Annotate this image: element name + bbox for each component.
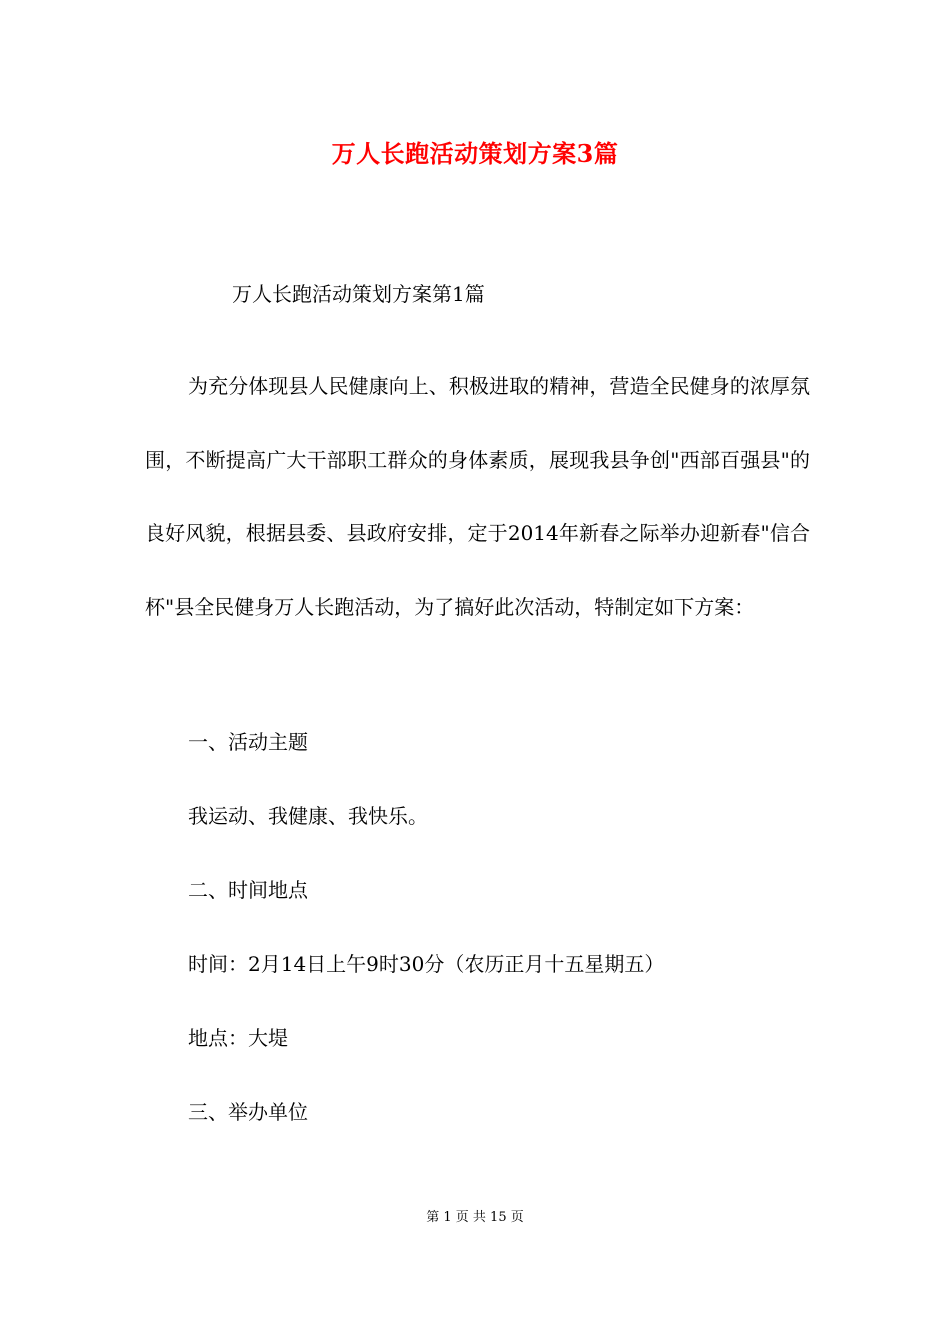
- time-line: 时间：2月14日上午9时30分（农历正月十五星期五）: [188, 952, 665, 976]
- section2-heading: 二、时间地点: [188, 878, 308, 902]
- page-footer: 第 1 页 共 15 页: [426, 1210, 524, 1225]
- place-line: 地点：大堤: [188, 1026, 288, 1050]
- section1-heading: 一、活动主题: [188, 730, 308, 754]
- document-title: 万人长跑活动策划方案3篇: [331, 139, 619, 168]
- document-subtitle: 万人长跑活动策划方案第1篇: [232, 282, 485, 306]
- section1-text: 我运动、我健康、我快乐。: [188, 804, 428, 828]
- section3-heading: 三、举办单位: [188, 1100, 308, 1124]
- intro-paragraph: 为充分体现县人民健康向上、积极进取的精神，营造全民健身的浓厚氛围，不断提高广大干部职工群众的身体素质，展现我县争创"西部百强县"的良好风貌，根据县委、县政府安排，定于2014年新春之际举办迎新春"信合杯"县全民健身万人长跑活动，为了搞好此次活动，特制定如下方案：: [145, 374, 810, 619]
